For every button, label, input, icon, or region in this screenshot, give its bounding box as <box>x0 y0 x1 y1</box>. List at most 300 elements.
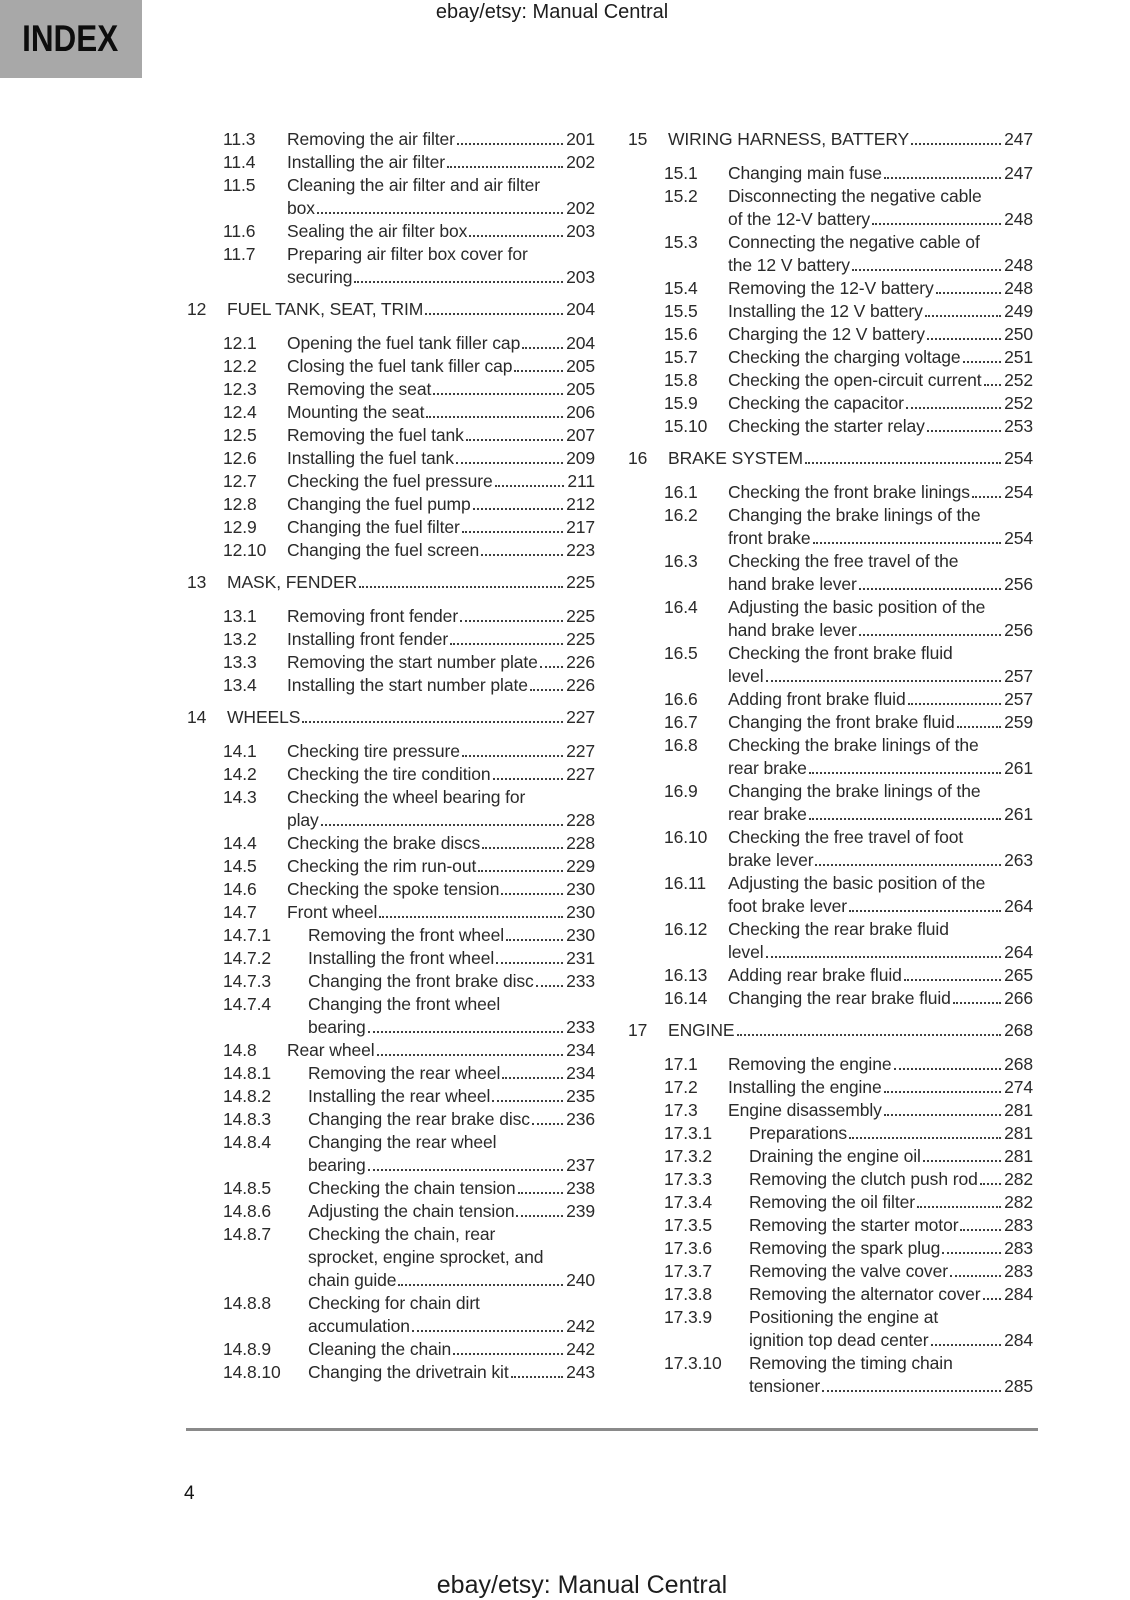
toc-entry-title-line: Changing the front brake fluid <box>728 712 955 732</box>
toc-entry-row <box>187 493 595 516</box>
toc-entry-title-line: Installing the front wheel <box>308 948 495 968</box>
toc-entry-title-line: Changing the rear brake disc <box>308 1109 530 1129</box>
toc-entry-row <box>628 987 1033 1010</box>
toc-entry-title-line: level <box>728 942 764 962</box>
toc-entry-row <box>628 277 1033 300</box>
toc-entry-row <box>187 378 595 401</box>
toc-entry-row <box>628 300 1033 323</box>
toc-entry-row <box>187 786 595 832</box>
toc-entry-row <box>628 1306 1033 1352</box>
toc-page-ref: 284 <box>1004 1284 1033 1304</box>
toc-entry-number: 14.8 <box>223 1040 257 1060</box>
toc-entry-title-line: Removing the starter motor <box>749 1215 959 1235</box>
dot-leader <box>984 384 1002 386</box>
toc-entry-row <box>628 392 1033 415</box>
dot-leader <box>412 1330 563 1332</box>
toc-entry-title-line: Preparations <box>749 1123 848 1143</box>
toc-entry-number: 14.8.7 <box>223 1224 272 1244</box>
toc-entry-row <box>187 1361 595 1384</box>
toc-entry-row <box>628 642 1033 688</box>
toc-entry-row <box>187 128 595 151</box>
toc-entry-number: 14.8.10 <box>223 1362 281 1382</box>
toc-page-ref: 229 <box>566 856 595 876</box>
dot-leader <box>737 1034 1002 1036</box>
toc-entry-title-line: Checking the chain, rear <box>308 1224 496 1244</box>
toc-entry-row <box>187 243 595 289</box>
toc-page-ref: 226 <box>566 675 595 695</box>
toc-entry-number: 12.1 <box>223 333 257 353</box>
toc-entry-title-line: Checking the charging voltage <box>728 347 961 367</box>
toc-entry-number: 11.4 <box>223 152 256 172</box>
dot-leader <box>457 143 563 145</box>
toc-entry-number: 17.3.10 <box>664 1353 722 1373</box>
toc-entry-title-line: Removing the clutch push rod <box>749 1169 978 1189</box>
toc-entry-title-line: Checking the starter relay <box>728 416 925 436</box>
toc-entry-row <box>628 504 1033 550</box>
toc-entry-row <box>628 1053 1033 1076</box>
toc-entry-number: 14.2 <box>223 764 257 784</box>
dot-leader <box>495 485 565 487</box>
dot-leader <box>466 439 563 441</box>
toc-entry-row <box>187 970 595 993</box>
toc-entry-number: 14.3 <box>223 787 257 807</box>
toc-entry-title-line: brake lever <box>728 850 814 870</box>
toc-entry-row <box>628 1076 1033 1099</box>
toc-entry-row <box>628 1168 1033 1191</box>
toc-entry-title-line: Installing the rear wheel <box>308 1086 491 1106</box>
toc-entry-number: 16.7 <box>664 712 698 732</box>
dot-leader <box>859 634 1001 636</box>
dot-leader <box>433 393 563 395</box>
toc-entry-row <box>187 628 595 651</box>
toc-entry-title-line: accumulation <box>308 1316 410 1336</box>
toc-entry-number: 13.4 <box>223 675 257 695</box>
toc-entry-title-line: Installing the 12 V battery <box>728 301 923 321</box>
toc-entry-number: 17.2 <box>664 1077 698 1097</box>
toc-entry-row <box>628 162 1033 185</box>
toc-entry-row <box>187 516 595 539</box>
toc-entry-title-line: Checking the front brake fluid <box>728 643 953 663</box>
toc-entry-number: 15.7 <box>664 347 698 367</box>
toc-page-ref: 236 <box>566 1109 595 1129</box>
toc-entry-number: 12.7 <box>223 471 257 491</box>
toc-entry-number: 16.2 <box>664 505 698 525</box>
toc-entry-number: 16.5 <box>664 643 698 663</box>
toc-entry-title-line: ENGINE <box>668 1020 735 1040</box>
toc-entry-title-line: box <box>287 198 315 218</box>
toc-entry-number: 17.3.6 <box>664 1238 713 1258</box>
toc-page-ref: 230 <box>566 902 595 922</box>
toc-entry-row <box>628 1099 1033 1122</box>
toc-entry-title-line: Checking the brake linings of the <box>728 735 979 755</box>
toc-entry-row <box>187 878 595 901</box>
toc-entry-row <box>628 1260 1033 1283</box>
toc-page-ref: 238 <box>566 1178 595 1198</box>
dot-leader <box>927 338 1001 340</box>
toc-page-ref: 209 <box>566 448 595 468</box>
toc-page-ref: 264 <box>1004 896 1033 916</box>
toc-entry-title-line: Front wheel <box>287 902 378 922</box>
toc-page-ref: 201 <box>566 129 595 149</box>
toc-page-ref: 283 <box>1004 1238 1033 1258</box>
toc-page-ref: 227 <box>566 741 595 761</box>
toc-entry-number: 15.6 <box>664 324 698 344</box>
toc-entry-row <box>187 539 595 562</box>
toc-entry-title-line: Changing the front wheel <box>308 994 501 1014</box>
toc-entry-row <box>628 369 1033 392</box>
dot-leader <box>514 370 563 372</box>
toc-entry-row <box>187 332 595 355</box>
toc-entry-row <box>628 872 1033 918</box>
toc-page-ref: 205 <box>566 379 595 399</box>
dot-leader <box>379 916 563 918</box>
toc-entry-number: 16.3 <box>664 551 698 571</box>
toc-entry-row <box>187 1338 595 1361</box>
dot-leader <box>368 1169 563 1171</box>
toc-entry-row <box>628 1191 1033 1214</box>
toc-section-row <box>187 571 595 594</box>
toc-page-ref: 231 <box>566 948 595 968</box>
toc-entry-row <box>187 993 595 1039</box>
toc-entry-number: 12.2 <box>223 356 257 376</box>
table-of-contents <box>187 128 1033 1398</box>
dot-leader <box>953 1002 1001 1004</box>
toc-entry-number: 14.5 <box>223 856 257 876</box>
toc-entry-number: 14.7.2 <box>223 948 272 968</box>
toc-entry-title-line: Changing the front brake disc <box>308 971 534 991</box>
toc-entry-title-line: sprocket, engine sprocket, and <box>308 1247 544 1267</box>
dot-leader <box>805 462 1001 464</box>
dot-leader <box>766 680 1002 682</box>
toc-page-ref: 240 <box>566 1270 595 1290</box>
toc-entry-title-line: hand brake lever <box>728 620 857 640</box>
dot-leader <box>450 643 563 645</box>
toc-entry-title-line: Changing the rear brake fluid <box>728 988 951 1008</box>
dot-leader <box>453 1353 563 1355</box>
toc-page-ref: 212 <box>566 494 595 514</box>
dot-leader <box>511 1376 563 1378</box>
toc-entry-title-line: Cleaning the chain <box>308 1339 452 1359</box>
toc-section-row <box>187 298 595 321</box>
dot-leader <box>493 778 564 780</box>
toc-entry-row <box>628 826 1033 872</box>
dot-leader <box>813 542 1002 544</box>
toc-entry-row <box>187 1223 595 1292</box>
toc-page-ref: 282 <box>1004 1192 1033 1212</box>
toc-entry-title-line: Removing the engine <box>728 1054 892 1074</box>
dot-leader <box>983 1298 1002 1300</box>
dot-leader <box>849 1137 1001 1139</box>
toc-page-ref: 239 <box>566 1201 595 1221</box>
toc-page-ref: 263 <box>1004 850 1033 870</box>
dot-leader <box>398 1284 563 1286</box>
dot-leader <box>317 212 563 214</box>
toc-entry-title-line: Draining the engine oil <box>749 1146 921 1166</box>
dot-leader <box>936 292 1001 294</box>
header-title: ebay/etsy: Manual Central <box>435 1 669 23</box>
toc-entry-number: 17.3.8 <box>664 1284 713 1304</box>
dot-leader <box>852 269 1001 271</box>
toc-page-ref: 274 <box>1004 1077 1033 1097</box>
toc-entry-title-line: Adjusting the chain tension <box>308 1201 515 1221</box>
toc-entry-title-line: Checking the wheel bearing for <box>287 787 526 807</box>
dot-leader <box>522 347 563 349</box>
toc-page-ref: 204 <box>566 299 595 319</box>
dot-leader <box>822 1390 1001 1392</box>
toc-entry-number: 16.12 <box>664 919 708 939</box>
toc-entry-number: 12.8 <box>223 494 257 514</box>
toc-page-ref: 223 <box>566 540 595 560</box>
dot-leader <box>473 508 563 510</box>
toc-section-row <box>628 447 1033 470</box>
toc-entry-number: 11.7 <box>223 244 256 264</box>
dot-leader <box>809 818 1001 820</box>
toc-entry-number: 15 <box>628 129 648 149</box>
toc-entry-row <box>628 688 1033 711</box>
toc-page-ref: 243 <box>566 1362 595 1382</box>
dot-leader <box>469 235 563 237</box>
toc-entry-number: 16.9 <box>664 781 698 801</box>
toc-entry-number: 17.3.5 <box>664 1215 713 1235</box>
toc-entry-title-line: front brake <box>728 528 811 548</box>
dot-leader <box>906 407 1001 409</box>
dot-leader <box>482 847 563 849</box>
page-number: 4 <box>184 1483 195 1504</box>
toc-page-ref: 234 <box>566 1063 595 1083</box>
toc-entry-title-line: the 12 V battery <box>728 255 850 275</box>
toc-entry-title-line: Checking the free travel of foot <box>728 827 964 847</box>
toc-page-ref: 259 <box>1004 712 1033 732</box>
toc-entry-number: 14.8.6 <box>223 1201 272 1221</box>
toc-entry-number: 14.8.4 <box>223 1132 272 1152</box>
toc-entry-title-line: Closing the fuel tank filler cap <box>287 356 513 376</box>
toc-entry-title-line: Disconnecting the negative cable <box>728 186 982 206</box>
dot-leader <box>447 166 563 168</box>
toc-entry-title-line: hand brake lever <box>728 574 857 594</box>
toc-entry-number: 17.3.7 <box>664 1261 713 1281</box>
dot-leader <box>536 985 563 987</box>
toc-page-ref: 207 <box>566 425 595 445</box>
toc-entry-row <box>628 1122 1033 1145</box>
toc-entry-title-line: bearing <box>308 1155 366 1175</box>
dot-leader <box>923 1160 1001 1162</box>
toc-entry-number: 13.3 <box>223 652 257 672</box>
toc-page-ref: 202 <box>566 198 595 218</box>
toc-entry-title-line: Removing the timing chain <box>749 1353 953 1373</box>
toc-entry-title-line: Checking the chain tension <box>308 1178 516 1198</box>
toc-entry-title-line: Removing the rear wheel <box>308 1063 501 1083</box>
toc-entry-number: 11.5 <box>223 175 256 195</box>
toc-entry-number: 13.1 <box>223 606 257 626</box>
toc-entry-number: 14.8.1 <box>223 1063 272 1083</box>
toc-entry-title-line: Connecting the negative cable of <box>728 232 980 252</box>
dot-leader <box>460 620 563 622</box>
dot-leader <box>530 689 563 691</box>
dot-leader <box>766 956 1002 958</box>
dot-leader <box>456 462 563 464</box>
toc-entry-number: 11.6 <box>223 221 256 241</box>
dot-leader <box>957 726 1001 728</box>
toc-entry-number: 14.4 <box>223 833 257 853</box>
toc-page-ref: 261 <box>1004 804 1033 824</box>
toc-entry-row <box>628 964 1033 987</box>
toc-entry-number: 16.13 <box>664 965 708 985</box>
dot-leader <box>908 703 1002 705</box>
toc-section-row <box>628 128 1033 151</box>
toc-entry-title-line: Installing the air filter <box>287 152 445 172</box>
toc-entry-row <box>187 1131 595 1177</box>
toc-page-ref: 253 <box>1004 416 1033 436</box>
toc-page-ref: 247 <box>1004 163 1033 183</box>
toc-page-ref: 228 <box>566 833 595 853</box>
toc-entry-number: 17 <box>628 1020 648 1040</box>
toc-page-ref: 282 <box>1004 1169 1033 1189</box>
toc-entry-title-line: Changing the rear wheel <box>308 1132 497 1152</box>
toc-entry-title-line: Checking for chain dirt <box>308 1293 480 1313</box>
toc-entry-row <box>187 855 595 878</box>
dot-leader <box>911 143 1001 145</box>
toc-page-ref: 254 <box>1004 528 1033 548</box>
toc-entry-number: 17.3.1 <box>664 1123 713 1143</box>
toc-entry-number: 15.1 <box>664 163 698 183</box>
toc-entry-title-line: Adjusting the basic position of the <box>728 597 986 617</box>
dot-leader <box>859 588 1001 590</box>
toc-page-ref: 268 <box>1004 1054 1033 1074</box>
toc-entry-title-line: Checking the brake discs <box>287 833 481 853</box>
toc-page-ref: 205 <box>566 356 595 376</box>
dot-leader <box>849 910 1001 912</box>
toc-entry-number: 12.4 <box>223 402 257 422</box>
dot-leader <box>502 1077 563 1079</box>
dot-leader <box>960 1229 1001 1231</box>
toc-entry-number: 16.10 <box>664 827 708 847</box>
toc-entry-number: 14.8.9 <box>223 1339 272 1359</box>
toc-entry-title-line: FUEL TANK, SEAT, TRIM <box>227 299 424 319</box>
toc-page-ref: 261 <box>1004 758 1033 778</box>
dot-leader <box>904 979 1001 981</box>
dot-leader <box>884 1114 1001 1116</box>
dot-leader <box>426 416 563 418</box>
toc-page-ref: 226 <box>566 652 595 672</box>
toc-page-ref: 217 <box>566 517 595 537</box>
toc-entry-title-line: level <box>728 666 764 686</box>
toc-entry-title-line: Adding front brake fluid <box>728 689 906 709</box>
toc-entry-title-line: Checking the rim run-out <box>287 856 477 876</box>
toc-page-ref: 228 <box>566 810 595 830</box>
toc-entry-number: 14.8.5 <box>223 1178 272 1198</box>
toc-entry-number: 12.5 <box>223 425 257 445</box>
dot-leader <box>302 721 563 723</box>
toc-entry-row <box>628 1283 1033 1306</box>
toc-entry-title-line: Opening the fuel tank filler cap <box>287 333 521 353</box>
toc-entry-title-line: securing <box>287 267 353 287</box>
toc-entry-number: 14.7 <box>223 902 257 922</box>
dot-leader <box>501 893 563 895</box>
toc-page-ref: 266 <box>1004 988 1033 1008</box>
toc-entry-title-line: foot brake lever <box>728 896 848 916</box>
toc-entry-row <box>187 1292 595 1338</box>
toc-entry-row <box>628 1237 1033 1260</box>
toc-entry-title-line: Removing the start number plate <box>287 652 538 672</box>
dot-leader <box>354 281 563 283</box>
toc-column-right <box>628 128 1033 1398</box>
toc-column-left <box>187 128 595 1398</box>
toc-entry-title-line: rear brake <box>728 758 807 778</box>
toc-page-ref: 225 <box>566 629 595 649</box>
toc-entry-row <box>628 481 1033 504</box>
dot-leader <box>516 1215 563 1217</box>
toc-page-ref: 204 <box>566 333 595 353</box>
dot-leader <box>496 962 563 964</box>
toc-entry-number: 14.8.3 <box>223 1109 272 1129</box>
toc-entry-title-line: bearing <box>308 1017 366 1037</box>
toc-entry-title-line: Checking the free travel of the <box>728 551 959 571</box>
toc-page-ref: 256 <box>1004 620 1033 640</box>
toc-entry-row <box>628 1352 1033 1398</box>
toc-page-ref: 235 <box>566 1086 595 1106</box>
toc-entry-title-line: Cleaning the air filter and air filter <box>287 175 540 195</box>
toc-entry-row <box>187 740 595 763</box>
toc-entry-number: 12.9 <box>223 517 257 537</box>
toc-entry-row <box>187 220 595 243</box>
toc-entry-title-line: Removing the oil filter <box>749 1192 915 1212</box>
toc-entry-title-line: Installing front fender <box>287 629 449 649</box>
toc-entry-title-line: Removing front fender <box>287 606 459 626</box>
dot-leader <box>942 1252 1001 1254</box>
toc-entry-title-line: Removing the air filter <box>287 129 455 149</box>
toc-entry-row <box>187 1062 595 1085</box>
toc-entry-number: 11.3 <box>223 129 256 149</box>
dot-leader <box>950 1275 1001 1277</box>
toc-entry-row <box>628 780 1033 826</box>
toc-entry-row <box>187 424 595 447</box>
dot-leader <box>980 1183 1001 1185</box>
toc-page-ref: 283 <box>1004 1261 1033 1281</box>
dot-leader <box>425 313 563 315</box>
toc-page-ref: 242 <box>566 1339 595 1359</box>
toc-entry-row <box>187 605 595 628</box>
toc-entry-number: 17.3 <box>664 1100 698 1120</box>
toc-entry-number: 12.3 <box>223 379 257 399</box>
toc-entry-title-line: Adding rear brake fluid <box>728 965 902 985</box>
toc-entry-title-line: Checking the front brake linings <box>728 482 970 502</box>
toc-entry-number: 17.3.3 <box>664 1169 713 1189</box>
dot-leader <box>462 755 563 757</box>
toc-entry-number: 16.11 <box>664 873 706 893</box>
toc-page-ref: 248 <box>1004 255 1033 275</box>
toc-entry-title-line: Removing the seat <box>287 379 432 399</box>
toc-page-ref: 268 <box>1004 1020 1033 1040</box>
toc-entry-row <box>187 674 595 697</box>
toc-entry-row <box>187 832 595 855</box>
toc-entry-title-line: Mounting the seat <box>287 402 425 422</box>
toc-entry-number: 13 <box>187 572 207 592</box>
dot-leader <box>359 586 563 588</box>
toc-entry-row <box>628 1214 1033 1237</box>
toc-page-ref: 237 <box>566 1155 595 1175</box>
toc-page-ref: 225 <box>566 572 595 592</box>
footer-title: ebay/etsy: Manual Central <box>436 1571 728 1599</box>
toc-page-ref: 242 <box>566 1316 595 1336</box>
toc-section-row <box>187 706 595 729</box>
toc-entry-number: 16.6 <box>664 689 698 709</box>
dot-leader <box>809 772 1001 774</box>
toc-entry-number: 17.3.9 <box>664 1307 713 1327</box>
toc-page-ref: 227 <box>566 707 595 727</box>
toc-entry-number: 17.1 <box>664 1054 698 1074</box>
toc-entry-row <box>187 174 595 220</box>
toc-entry-title-line: of the 12-V battery <box>728 209 871 229</box>
